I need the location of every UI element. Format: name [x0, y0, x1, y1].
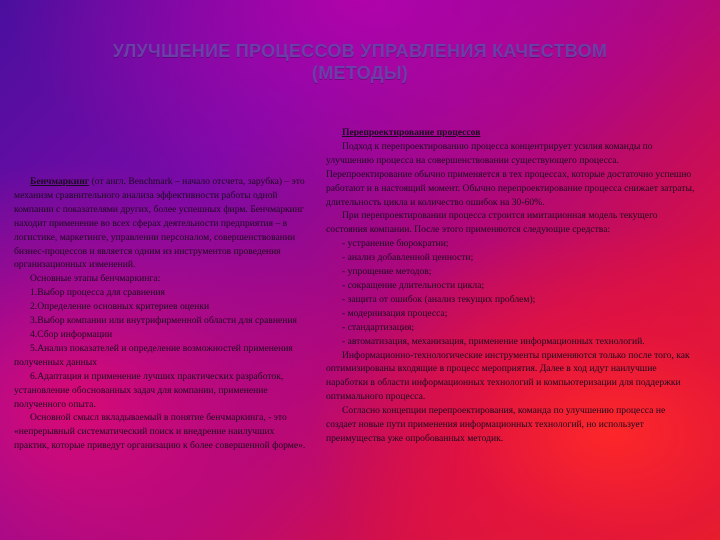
title-line-1: УЛУЧШЕНИЕ ПРОЦЕССОВ УПРАВЛЕНИЯ КАЧЕСТВОМ — [112, 41, 608, 61]
tool-item: - сокращение длительности цикла; — [342, 279, 485, 291]
stage-item: 4.Сбор информации — [30, 328, 113, 340]
benchmarking-term: Бенчмаркинг — [30, 176, 90, 187]
benchmarking-column — [14, 175, 310, 453]
stage-item: 1.Выбор процесса для сравнения — [30, 287, 165, 299]
tool-item: - стандартизация; — [342, 321, 415, 333]
reengineering-paragraph: При перепроектировании процесса строится имитационная модель текущего состояния компании. После этого применяются следующие средства: — [326, 210, 658, 236]
benchmarking-closing: Основной смысл вкладываемый в понятие бенчмаркинга, - это «непрерывный систематический поиск и внедрение наилучших практик, которые приведут организацию к более совершенной форме». — [14, 412, 306, 452]
reengineering-paragraph: Информационно-технологические инструменты применяются только после того, как оптимизированы входящие в процесс мероприятия. Далее в ход идут наилучшие наработки в области информационных технологий и компьютеризации для поддержки оптимального процесса. — [326, 349, 690, 403]
benchmarking-definition — [14, 175, 310, 272]
tool-item: - модернизация процесса; — [342, 307, 448, 319]
tool-item: - упрощение методов; — [342, 266, 432, 278]
stage-item: 5.Анализ показателей и определение возможностей применения полученных данных — [14, 342, 293, 368]
tool-item: - автоматизация, механизация, применение информационных технологий. — [342, 335, 645, 347]
reengineering-paragraph: Согласно концепции перепроектирования, команда по улучшению процесса не создает новые пути применения информационных технологий, но использует преимущества уже опробованных методик. — [326, 405, 666, 444]
title-line-2: (МЕТОДЫ) — [311, 63, 409, 83]
reengineering-paragraph: Подход к перепроектированию процесса концентрирует усилия команды по улучшению процесса на совершенствовании существующего процесса. Перепроектирование обычно применяется в тех процессах, которые достаточно успешно работают и в настоящий момент. Обычно перепроектирование процесса снижает затраты, длительность цикла и количество ошибок на 30-60%. — [326, 140, 695, 208]
tool-item: - защита от ошибок (анализ текущих проблем); — [342, 293, 536, 305]
reengineering-column — [326, 126, 696, 446]
reengineering-heading: Перепроектирование процессов — [342, 127, 481, 138]
slide-title — [60, 40, 660, 84]
stage-item: 6.Адаптация и применение лучших практических разработок, установление обоснованных задач для компании, применение полученного опыта. — [14, 370, 284, 410]
tool-item: - анализ добавленной ценности; — [342, 252, 474, 264]
stage-item: 3.Выбор компании или внутрифирменной области для сравнения — [30, 315, 297, 327]
benchmarking-definition-text: (от англ. Benchmark – начало отсчета, зарубка) – это механизм сравнительного анализа эффективности работы одной компании с показателями других, более успешных фирм. Бенчмаркинг находит применение во всех сферах деятельности предприятия – в логистике, маркетинге, управлении персоналом, совершенствовании бизнес-процессов и является одним из инструментов проведения организационных изменений. — [14, 176, 305, 271]
stages-heading: Основные этапы бенчмаркинга: — [30, 273, 161, 285]
stage-item: 2.Определение основных критериев оценки — [30, 301, 210, 313]
tool-item: - устранение бюрократии; — [342, 238, 449, 250]
